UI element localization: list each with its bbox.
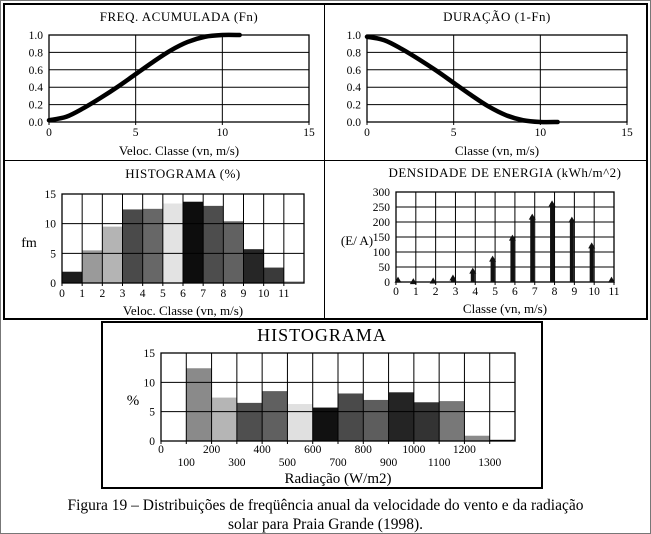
svg-text:5: 5: [149, 406, 155, 419]
svg-text:0.0: 0.0: [28, 117, 43, 129]
svg-text:100: 100: [372, 247, 390, 259]
svg-text:1: 1: [412, 286, 419, 298]
svg-text:1300: 1300: [478, 457, 502, 469]
quadrant-densidade-energia: [325, 161, 646, 318]
svg-text:11: 11: [608, 286, 620, 298]
svg-text:10: 10: [257, 288, 270, 300]
svg-text:900: 900: [379, 457, 398, 469]
svg-text:0: 0: [158, 444, 164, 456]
svg-text:fm: fm: [21, 236, 37, 251]
svg-text:11: 11: [278, 288, 290, 300]
svg-text:5: 5: [50, 248, 56, 261]
svg-text:10: 10: [44, 218, 56, 231]
svg-text:Classe (vn, m/s): Classe (vn, m/s): [462, 301, 548, 316]
svg-text:0.4: 0.4: [346, 82, 361, 95]
svg-text:9: 9: [571, 286, 578, 298]
svg-text:15: 15: [44, 189, 56, 201]
svg-text:3: 3: [452, 286, 459, 298]
svg-text:0.4: 0.4: [28, 82, 43, 95]
svg-text:Veloc. Classe (vn, m/s): Veloc. Classe (vn, m/s): [122, 303, 244, 318]
svg-text:500: 500: [278, 457, 297, 469]
svg-text:1.0: 1.0: [28, 30, 43, 42]
svg-text:Radiação (W/m2): Radiação (W/m2): [284, 471, 392, 487]
chart-histograma-radiacao: [103, 347, 541, 487]
svg-text:0.8: 0.8: [346, 47, 361, 60]
svg-text:300: 300: [228, 457, 246, 469]
svg-text:6: 6: [180, 288, 186, 300]
svg-text:%: %: [126, 393, 140, 409]
chart-duracao: [325, 5, 645, 160]
svg-text:10: 10: [534, 127, 547, 139]
svg-text:15: 15: [143, 348, 155, 360]
radiation-histogram-panel: [101, 321, 543, 489]
svg-text:700: 700: [329, 457, 347, 469]
svg-text:5: 5: [450, 127, 457, 139]
svg-text:200: 200: [372, 217, 390, 229]
figure-caption: [1, 496, 650, 534]
svg-text:150: 150: [372, 232, 390, 244]
svg-text:8: 8: [551, 286, 558, 298]
svg-text:200: 200: [202, 444, 221, 456]
svg-text:800: 800: [354, 444, 372, 456]
svg-text:9: 9: [240, 288, 247, 300]
svg-text:4: 4: [139, 288, 146, 300]
svg-text:1000: 1000: [402, 444, 426, 456]
svg-text:600: 600: [304, 444, 322, 456]
svg-text:1200: 1200: [452, 444, 476, 456]
wind-charts-panel: [3, 3, 648, 320]
svg-text:3: 3: [119, 288, 126, 300]
quadrant-freq-acumulada: [5, 5, 325, 161]
svg-text:0: 0: [393, 286, 399, 298]
svg-text:DENSIDADE DE ENERGIA (kWh/m^2): DENSIDADE DE ENERGIA (kWh/m^2): [388, 165, 622, 180]
svg-text:5: 5: [132, 127, 139, 139]
quadrant-duracao: [325, 5, 646, 161]
caption-line-1: Figura 19 – Distribuições de freqüência anual da velocidade do vento e da radiação: [67, 497, 584, 514]
svg-text:6: 6: [512, 286, 518, 298]
svg-text:0.2: 0.2: [346, 99, 361, 112]
svg-text:50: 50: [378, 262, 390, 274]
svg-text:0.0: 0.0: [346, 117, 361, 129]
svg-text:8: 8: [220, 288, 227, 300]
svg-text:1.0: 1.0: [346, 30, 361, 42]
svg-text:Classe (vn, m/s): Classe (vn, m/s): [454, 143, 540, 158]
svg-text:0.2: 0.2: [28, 99, 43, 112]
caption-line-2: solar para Praia Grande (1998).: [228, 516, 423, 534]
chart-freq-acumulada: [5, 5, 324, 160]
svg-text:0: 0: [59, 288, 65, 300]
svg-text:10: 10: [588, 286, 600, 298]
svg-text:15: 15: [303, 127, 315, 139]
svg-text:4: 4: [472, 286, 479, 298]
svg-text:10: 10: [143, 377, 155, 390]
chart-histograma-velocidade: [5, 161, 324, 318]
svg-text:0.8: 0.8: [28, 47, 43, 60]
svg-text:5: 5: [492, 286, 498, 298]
radiation-histogram-title: HISTOGRAMA: [257, 325, 387, 345]
svg-text:5: 5: [159, 288, 166, 300]
svg-text:10: 10: [216, 127, 229, 139]
quadrant-histograma-vel: [5, 161, 325, 318]
svg-text:Veloc. Classe (vn, m/s): Veloc. Classe (vn, m/s): [118, 143, 240, 158]
svg-text:0: 0: [50, 278, 56, 290]
svg-text:2: 2: [432, 286, 439, 298]
svg-text:0: 0: [364, 127, 370, 139]
svg-text:0.6: 0.6: [346, 64, 361, 77]
svg-text:HISTOGRAMA (%): HISTOGRAMA (%): [125, 166, 241, 181]
svg-text:2: 2: [99, 288, 106, 300]
svg-text:250: 250: [372, 202, 390, 214]
svg-text:1100: 1100: [427, 457, 451, 469]
svg-text:1: 1: [79, 288, 86, 300]
svg-text:DURAÇÃO (1-Fn): DURAÇÃO (1-Fn): [443, 9, 551, 24]
svg-text:7: 7: [531, 286, 538, 298]
svg-text:100: 100: [177, 457, 195, 469]
svg-text:0: 0: [46, 127, 52, 139]
svg-text:0: 0: [149, 436, 155, 448]
svg-text:400: 400: [253, 444, 271, 456]
svg-text:(E/ A): (E/ A): [340, 233, 374, 248]
svg-text:15: 15: [621, 127, 633, 139]
svg-text:7: 7: [200, 288, 207, 300]
svg-text:300: 300: [372, 187, 390, 199]
chart-densidade-energia: [325, 161, 645, 318]
svg-text:0: 0: [384, 277, 390, 289]
svg-text:0.6: 0.6: [28, 64, 43, 77]
svg-text:FREQ. ACUMULADA (Fn): FREQ. ACUMULADA (Fn): [99, 9, 259, 24]
